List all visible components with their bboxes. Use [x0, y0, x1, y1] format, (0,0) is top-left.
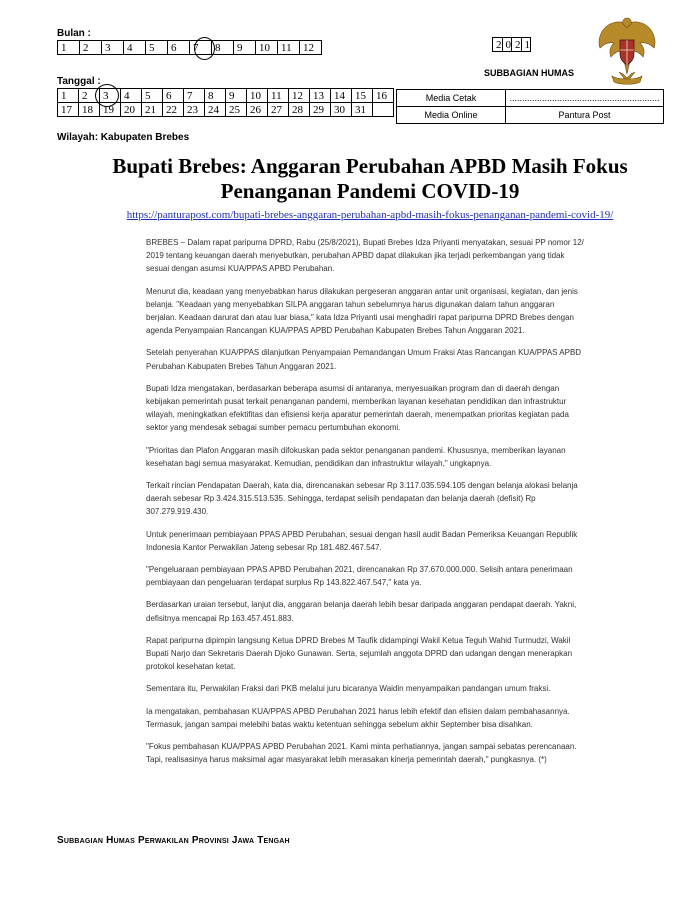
date-cell: 19: [100, 103, 121, 117]
selected-date-circle: [95, 84, 119, 107]
year-digit-cell: 2: [493, 38, 503, 52]
date-cell: 17: [58, 103, 79, 117]
wilayah-label: Wilayah: Kabupaten Brebes: [57, 132, 190, 143]
date-cell: 15: [352, 89, 373, 103]
headline-line2: Penanganan Pandemi COVID-19: [220, 179, 520, 203]
date-cell: 27: [268, 103, 289, 117]
footer-label: [57, 835, 290, 846]
month-cell: 5: [146, 41, 168, 55]
date-cell: 30: [331, 103, 352, 117]
year-digit-cell: 2: [512, 38, 522, 52]
selected-month-circle: [194, 37, 215, 60]
month-cell: 2: [80, 41, 102, 55]
date-cell: 4: [121, 89, 142, 103]
article-paragraph: Untuk penerimaan pembiayaan PPAS APBD Perubahan, sesuai dengan hasil audit Badan Pemeriksa Keuangan Republik Indonesia Kantor Perwakilan Jateng sebesar Rp 181.482.467.547.: [146, 529, 578, 552]
date-cell: 28: [289, 103, 310, 117]
article-paragraph: Sementara itu, Perwakilan Fraksi dari PKB melalui juru bicaranya Waidin menyampaikan pandangan umum fraksi.: [146, 684, 551, 694]
empty-date-cell: [373, 103, 394, 117]
footer-text: Subbagian Humas Perwakilan Provinsi Jawa Tengah: [57, 835, 290, 846]
date-cell: 6: [163, 89, 184, 103]
headline: [40, 154, 696, 204]
date-cell: 11: [268, 89, 289, 103]
date-cell: 3: [100, 89, 121, 103]
date-cell: 23: [184, 103, 205, 117]
month-cell: 9: [234, 41, 256, 55]
date-cell: 1: [58, 89, 79, 103]
article-paragraph: Rapat paripurna dipimpin langsung Ketua DPRD Brebes M Taufik didampingi Wakil Ketua Teguh Wahid Turmudzi, Wakil Bupati Narjo dan Sekretaris Daerah Djoko Gunawan. Serta, sejumlah anggota DPRD dan udangan dengan menerapkan protokol kesehatan ketat.: [146, 635, 573, 672]
month-cell: 1: [58, 41, 80, 55]
date-cell: 2: [79, 89, 100, 103]
month-cell: 12: [300, 41, 322, 55]
media-online-value: Pantura Post: [506, 107, 664, 124]
month-cell: 11: [278, 41, 300, 55]
date-cell: 26: [247, 103, 268, 117]
unit-label: SUBBAGIAN HUMAS: [484, 68, 574, 78]
month-cell: 8: [212, 41, 234, 55]
media-online-label: Media Online: [397, 107, 506, 124]
month-cell: 10: [256, 41, 278, 55]
article-paragraph: Berdasarkan uraian tersebut, lanjut dia, anggaran belanja daerah lebih besar daripada anggaran pendapat daerah. Yakni, defisitnya mencapai Rp 163.457.451.883.: [146, 600, 577, 623]
tanggal-label: Tanggal :: [57, 76, 101, 87]
date-cell: 29: [310, 103, 331, 117]
date-cell: 7: [184, 89, 205, 103]
article-paragraph: Setelah penyerahan KUA/PPAS dilanjutkan Penyampaian Pemandangan Umum Fraksi Atas Rancangan KUA/PPAS APBD Perubahan Kabupaten Brebes Tahun Anggaran 2021.: [146, 348, 582, 371]
bulan-label: Bulan :: [57, 28, 91, 39]
garuda-emblem-icon: [592, 10, 662, 90]
month-cell: 3: [102, 41, 124, 55]
date-cell: 22: [163, 103, 184, 117]
media-table: [396, 89, 664, 124]
date-cell: 24: [205, 103, 226, 117]
source-link[interactable]: https://panturapost.com/bupati-brebes-anggaran-perubahan-apbd-masih-fokus-penanganan-pandemi-covid-19/: [126, 209, 614, 221]
year-digit-cell: 0: [502, 38, 512, 52]
headline-line1: Bupati Brebes: Anggaran Perubahan APBD Masih Fokus: [112, 154, 628, 178]
article-paragraph: "Fokus pembahasan KUA/PPAS APBD Perubahan 2021. Kami minta perhatiannya, jangan sampai sebatas perencanaan. Tapi, realisasinya harus maksimal agar masyarakat lebih merasakan kinerja pemerintah daerah," pungkasnya. (*): [146, 742, 577, 765]
month-cell: 6: [168, 41, 190, 55]
bulan-grid: [57, 40, 322, 55]
tahun-grid: [492, 37, 531, 52]
date-cell: 20: [121, 103, 142, 117]
date-cell: 25: [226, 103, 247, 117]
date-cell: 16: [373, 89, 394, 103]
date-cell: 5: [142, 89, 163, 103]
date-cell: 12: [289, 89, 310, 103]
article-paragraph: "Prioritas dan Plafon Anggaran masih difokuskan pada sektor penanganan pandemi. Khususnya, memberikan layanan kesehatan bagi semua masyarakat. Kemudian, pendidikan dan infrastruktur wilayah," ungkapnya.: [146, 445, 566, 468]
year-digit-cell: 1: [521, 38, 531, 52]
article-paragraph: "Pengeluaraan pembiayaan PPAS APBD Perubahan 2021, direncanakan Rp 37.670.000.000. Selisih antara penerimaan pembiayaan dan pengeluaran terdapat surplus Rp 143.822.467.547," kata ya.: [146, 565, 573, 588]
date-cell: 13: [310, 89, 331, 103]
date-cell: 21: [142, 103, 163, 117]
date-cell: 8: [205, 89, 226, 103]
article-paragraph: BREBES – Dalam rapat paripurna DPRD, Rabu (25/8/2021), Bupati Brebes Idza Priyanti menyatakan, sesuai PP nomor 12/ 2019 tentang keuangan daerah menyebutkan, perubahan APBD dapat dilakukan jika terjadi perkembangan yang tidak sesuai dengan asumsi KUA/PPAS APBD Perubahan.: [146, 238, 584, 274]
media-cetak-value: ............................................................: [506, 90, 664, 107]
article-paragraph: Ia mengatakan, pembahasan KUA/PPAS APBD Perubahan 2021 harus lebih efektif dan efisien dalam pembahasannya. Termasuk, jangan sampai melebihi batas waktu ketentuan sehingga sebelum akhir September bisa disahkan.: [146, 706, 570, 729]
article-body: [146, 236, 586, 776]
article-paragraph: Terkait rincian Pendapatan Daerah, kata dia, direncanakan sebesar Rp 3.117.035.594.105 dengan belanja alokasi belanja daerah sebesar Rp 3.424.315.513.535. Sehingga, terdapat selisih pendapatan dan belanja daerah (defisit) Rp 307.279.919.430.: [146, 481, 578, 517]
article-paragraph: Bupati Idza mengatakan, berdasarkan beberapa asumsi di antaranya, menyesuaikan program dan di daerah dengan kebijakan pemerintah pusat terkait penanganan pandemi, memberikan layanan kesehatan pendidikan dan infrastruktur wilayah, meningkatkan efektifitas dan efisiensi kerja aparatur pemerintah daerah, menempatkan prioritas kegiatan pada sektor yang mendesak sebagai sumber pemacu pertumbuhan ekonomi.: [146, 383, 569, 433]
date-cell: 10: [247, 89, 268, 103]
date-cell: 14: [331, 89, 352, 103]
date-cell: 9: [226, 89, 247, 103]
month-cell: 4: [124, 41, 146, 55]
month-cell: 7: [190, 41, 212, 55]
date-cell: 18: [79, 103, 100, 117]
date-cell: 31: [352, 103, 373, 117]
article-paragraph: Menurut dia, keadaan yang menyebabkan harus dilakukan pergeseran anggaran antar unit organisasi, kegiatan, dan jenis belanja. "Keadaan yang menyebabkan SILPA anggaran tahun sebelumnya harus digunakan dalam tahun anggaran berjalan. Keadaan darurat dan atau luar biasa," kata Idza Priyanti usai menghadiri rapat paripurna DPRD Brebes dengan agenda Penyampaian Rancangan KUA/PPAS APBD Perubahan Kabupaten Brebes Tahun Anggaran 2021.: [146, 286, 578, 336]
media-cetak-label: Media Cetak: [397, 90, 506, 107]
